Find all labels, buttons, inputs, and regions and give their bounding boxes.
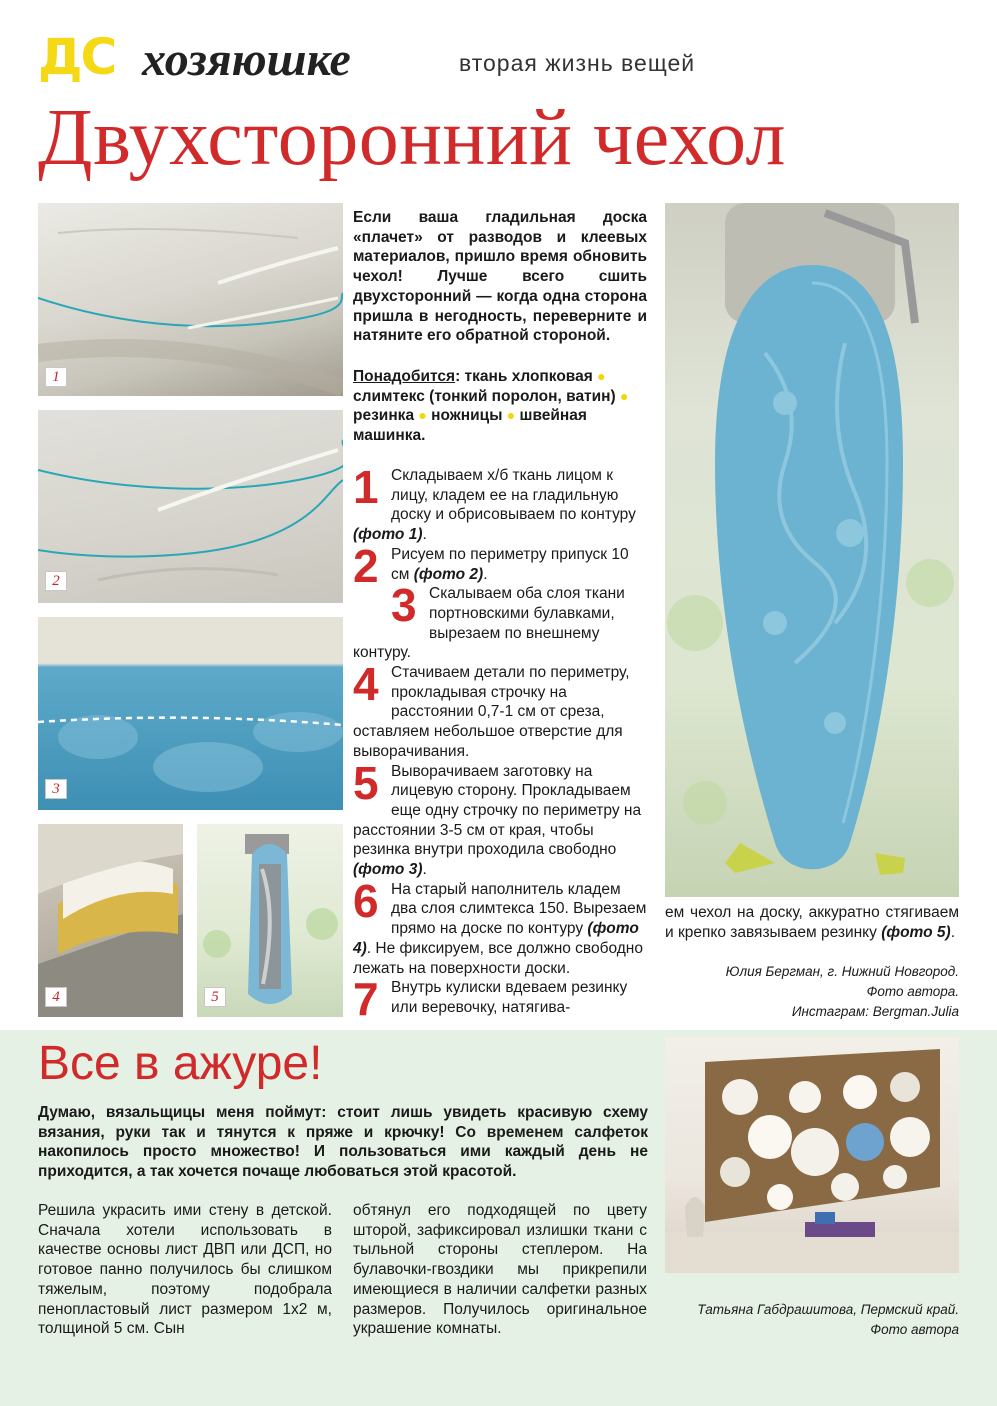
material-item: ткань хлопковая xyxy=(464,368,593,385)
bullet-icon: ● xyxy=(597,368,606,384)
author-name: Юлия Бергман, г. Нижний Новгород. xyxy=(725,964,959,979)
author-name: Татьяна Габдрашитова, Пермский край. xyxy=(697,1302,959,1317)
photo-reference: (фото 3) xyxy=(353,861,423,879)
step-number: 4 xyxy=(353,658,379,711)
photo-ironing-board-cover xyxy=(665,203,959,897)
step-text: Рисуем по периметру припуск 10 см xyxy=(391,545,629,583)
photo-1-label: 1 xyxy=(45,367,67,387)
article-2-lead: Думаю, вязальщицы меня поймут: стоит лишь увидеть красивую схему вязания, руки так и тянутся к пряже и крючку! Со временем салфеток накопилось просто множество! И пользоваться ими каждый день не приходится, а так хочется почаще любоваться этой красотой. xyxy=(38,1104,648,1181)
bullet-icon: ● xyxy=(418,407,427,424)
photo-1-fabric-outline xyxy=(38,203,343,396)
section-label: вторая жизнь вещей xyxy=(459,50,696,76)
bullet-icon: ● xyxy=(506,407,516,424)
instagram-handle: Инстаграм: Bergman.Julia xyxy=(791,1004,959,1019)
photo-reference: (фото 1) xyxy=(353,526,423,544)
logo-rubric: хозяюшке xyxy=(142,33,351,86)
article-title: Двухсторонний чехол xyxy=(38,94,786,182)
author-credit-2 xyxy=(665,1300,959,1340)
materials-list: Понадобится: ткань хлопковая ● слимтекс (тонкий поролон, ватин) ● резинка ● ножницы ● швейная машинка. xyxy=(353,368,629,445)
step-item xyxy=(353,874,647,979)
continuation-text: ем чехол на доску, аккуратно стягиваем и крепко завязываем резинку xyxy=(665,904,959,941)
photo-reference: (фото 5) xyxy=(881,923,951,941)
photo-credit: Фото автора xyxy=(870,1322,959,1337)
step-number: 2 xyxy=(353,539,379,592)
step-number: 3 xyxy=(391,579,417,632)
step-text-end: . xyxy=(422,861,427,879)
step-item xyxy=(353,658,647,762)
step-text: Скалываем оба слоя ткани портновскими булавками, вырезаем по внешнему контуру. xyxy=(353,585,625,662)
photo-credit: Фото автора. xyxy=(866,984,959,999)
photo-doily-panel xyxy=(665,1037,959,1273)
step-item xyxy=(353,756,647,880)
photo-5-label: 5 xyxy=(204,987,226,1007)
material-item: ножницы xyxy=(431,407,503,425)
material-item: швейная машинка. xyxy=(353,407,587,445)
step-item xyxy=(353,579,647,663)
logo-ds: ДС xyxy=(38,28,116,86)
photo-4-label: 4 xyxy=(45,987,67,1007)
steps-list xyxy=(353,461,647,1026)
step-text: Стачиваем детали по периметру, прокладывая строчку на расстоянии 0,7-1 см от среза, оставляем небольшое отверстие для выворачивания. xyxy=(353,664,630,760)
article-2-title: Все в ажуре! xyxy=(38,1037,323,1090)
photo-2-seam-allowance xyxy=(38,410,343,603)
step-number: 1 xyxy=(353,461,379,513)
article-2-column-2: обтянул его подходящей по цвету шторой, зафиксировал излишки ткани с тыльной стороны степлером. На булавочки-гвоздики мы прикрепили имеющиеся в наличии салфетки разных размеров. Получилось оригинальное украшение комнаты. xyxy=(353,1202,647,1338)
step-item xyxy=(353,973,647,1026)
continuation-end: . xyxy=(950,923,955,941)
step-7-continuation xyxy=(665,903,959,942)
article-2-column-1: Решила украсить ими стену в детской. Сначала хотели использовать в качестве основы лист ДВП или ДСП, но готовое панно получилось бы слишком тяжелым, поэтому подобрала пенопластовый лист размером 1х2 м, толщиной 5 см. Сын xyxy=(38,1202,332,1338)
step-text: Выворачиваем заготовку на лицевую сторону. Прокладываем еще одну строчку по периметру на расстоянии 3-5 см от края, чтобы резинка внутри проходила свободно xyxy=(353,762,642,859)
materials-label: Понадобится xyxy=(353,368,456,385)
author-credit-1 xyxy=(665,962,959,1022)
step-number: 6 xyxy=(353,874,379,927)
material-item: резинка xyxy=(353,407,415,425)
step-number: 5 xyxy=(353,756,379,809)
step-number: 7 xyxy=(353,973,379,1026)
photo-3-label: 3 xyxy=(45,779,67,799)
step-text: Внутрь кулиски вдеваем резинку или веревочку, натягива- xyxy=(391,979,628,1016)
bullet-icon: ● xyxy=(620,387,629,404)
photo-reference: (фото 4) xyxy=(353,920,639,957)
step-text-end: . Не фиксируем, все должно свободно лежать на поверхности доски. xyxy=(353,939,643,977)
article-intro: Если ваша гладильная доска «плачет» от разводов и клеевых материалов, пришло время обновить чехол! Лучше всего сшить двухсторонний — когда одна сторона пришла в негодность, переверните и натяните его обратной стороной. xyxy=(353,209,647,345)
step-text: На старый наполнитель кладем два слоя слимтекса 150. Вырезаем прямо на доске по контуру xyxy=(391,880,647,938)
photo-reference: (фото 2) xyxy=(413,565,484,583)
step-item xyxy=(353,461,647,545)
material-item: слимтекс (тонкий поролон, ватин) xyxy=(353,387,616,405)
step-text-end: . xyxy=(483,565,488,583)
step-text-end: . xyxy=(422,526,427,544)
step-text: Складываем х/б ткань лицом к лицу, кладем ее на гладильную доску и обрисовываем по контуру xyxy=(391,467,636,524)
photo-3-stitch-line xyxy=(38,617,343,810)
photo-2-label: 2 xyxy=(45,571,67,591)
